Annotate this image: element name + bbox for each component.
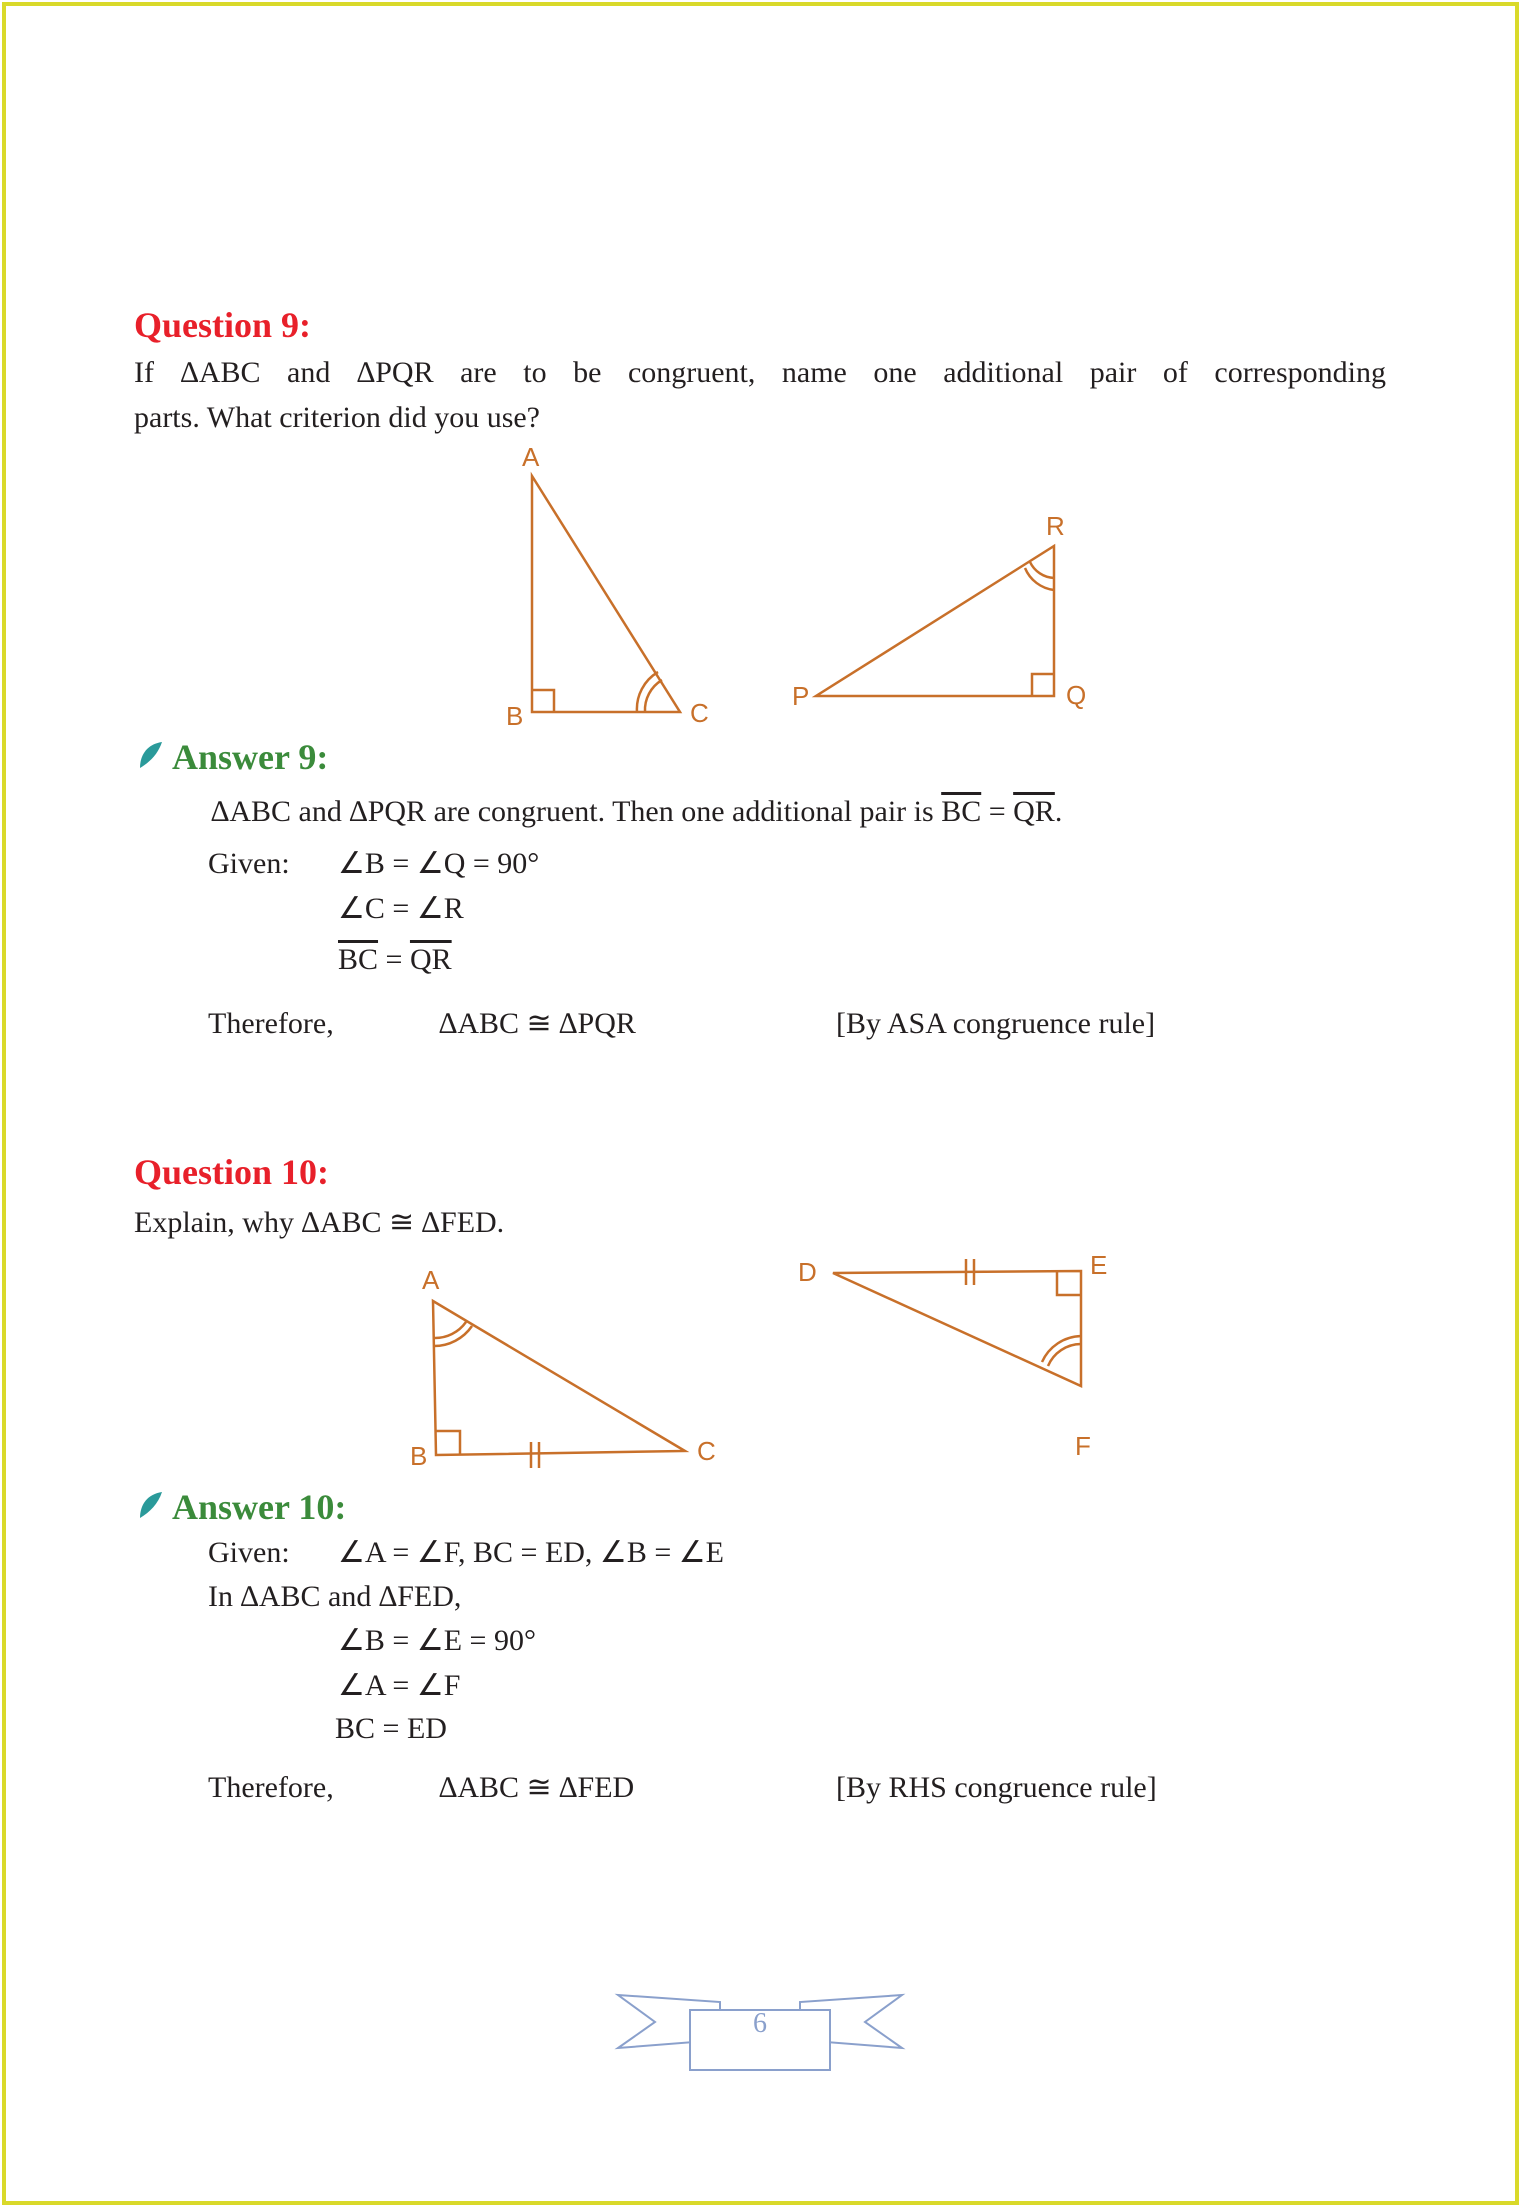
angle-arc-a-2 (434, 1326, 472, 1346)
answer-9-line1-text: ∆ABC and ∆PQR are congruent. Then one additional pair is (211, 795, 934, 828)
vertex-label-c2: C (697, 1436, 716, 1466)
vertex-label-f: F (1075, 1431, 1091, 1461)
conclusion: ∆ABC ≅ ∆FED (439, 1771, 635, 1804)
question-9-text-line1: If ∆ABC and ∆PQR are to be congruent, name one additional pair of corresponding (134, 356, 1386, 389)
vertex-label-b2: B (410, 1441, 428, 1471)
given-1: ∠B = ∠Q = 90° (338, 847, 540, 880)
given-2: ∠C = ∠R (338, 892, 464, 925)
conclusion: ∆ABC ≅ ∆PQR (439, 1007, 636, 1040)
right-angle-mark-b (532, 690, 554, 712)
reason: [By RHS congruence rule] (836, 1771, 1157, 1804)
vertex-label-a: A (522, 442, 540, 472)
segment-bc: $\overline{BC}$ (941, 795, 982, 828)
triangle-abc-q10 (433, 1301, 685, 1455)
triangle-def (833, 1271, 1081, 1386)
leaf-logo-icon (136, 740, 166, 770)
vertex-label-c: C (690, 698, 709, 728)
equals: = (988, 795, 1006, 828)
right-angle-mark-q (1032, 674, 1054, 696)
vertex-label-q: Q (1066, 680, 1087, 710)
step-1: ∠B = ∠E = 90° (338, 1624, 536, 1657)
question-10-heading: Question 10: (134, 1152, 330, 1192)
vertex-label-a2: A (422, 1265, 440, 1295)
step-2: ∠A = ∠F (338, 1669, 461, 1702)
question-9-text-line2: parts. What criterion did you use? (134, 401, 540, 434)
segment-qr: $\overline{QR}$ (1013, 795, 1055, 828)
therefore-label: Therefore, (208, 1771, 334, 1804)
answer-9-heading: Answer 9: (172, 737, 329, 777)
period: . (1054, 795, 1063, 828)
answer-10-heading: Answer 10: (172, 1487, 347, 1527)
reason: [By ASA congruence rule] (836, 1007, 1156, 1040)
question-9-heading: Question 9: (134, 305, 312, 345)
triangle-pqr (816, 546, 1054, 696)
vertex-label-e: E (1090, 1250, 1108, 1280)
therefore-label: Therefore, (208, 1007, 334, 1040)
answer-9-line1 (211, 794, 1062, 830)
vertex-label-b: B (506, 701, 524, 731)
vertex-label-r: R (1046, 511, 1065, 541)
given-text: ∠A = ∠F, BC = ED, ∠B = ∠E (338, 1536, 724, 1569)
page-number: 6 (753, 2008, 767, 2039)
triangle-abc-q9 (532, 476, 680, 712)
given-3 (338, 942, 452, 978)
leaf-logo-icon (136, 1490, 166, 1520)
given-label: Given: (208, 1536, 290, 1569)
right-angle-mark-e (1057, 1271, 1081, 1295)
segment-bc: $\overline{BC}$ (338, 943, 379, 976)
angle-arc-c-2 (637, 672, 658, 712)
angle-arc-r (1030, 562, 1054, 578)
right-angle-mark-b2 (436, 1431, 460, 1455)
vertex-label-p: P (792, 681, 810, 711)
step-3: BC = ED (335, 1712, 447, 1745)
in-line: In ∆ABC and ∆FED, (208, 1580, 462, 1613)
angle-arc-r-2 (1025, 568, 1054, 590)
segment-qr: $\overline{QR}$ (409, 943, 452, 976)
angle-arc-c (645, 680, 662, 712)
equals: = (385, 943, 403, 976)
vertex-label-d: D (798, 1257, 817, 1287)
given-label: Given: (208, 847, 290, 880)
question-10-text: Explain, why ∆ABC ≅ ∆FED. (134, 1206, 505, 1239)
